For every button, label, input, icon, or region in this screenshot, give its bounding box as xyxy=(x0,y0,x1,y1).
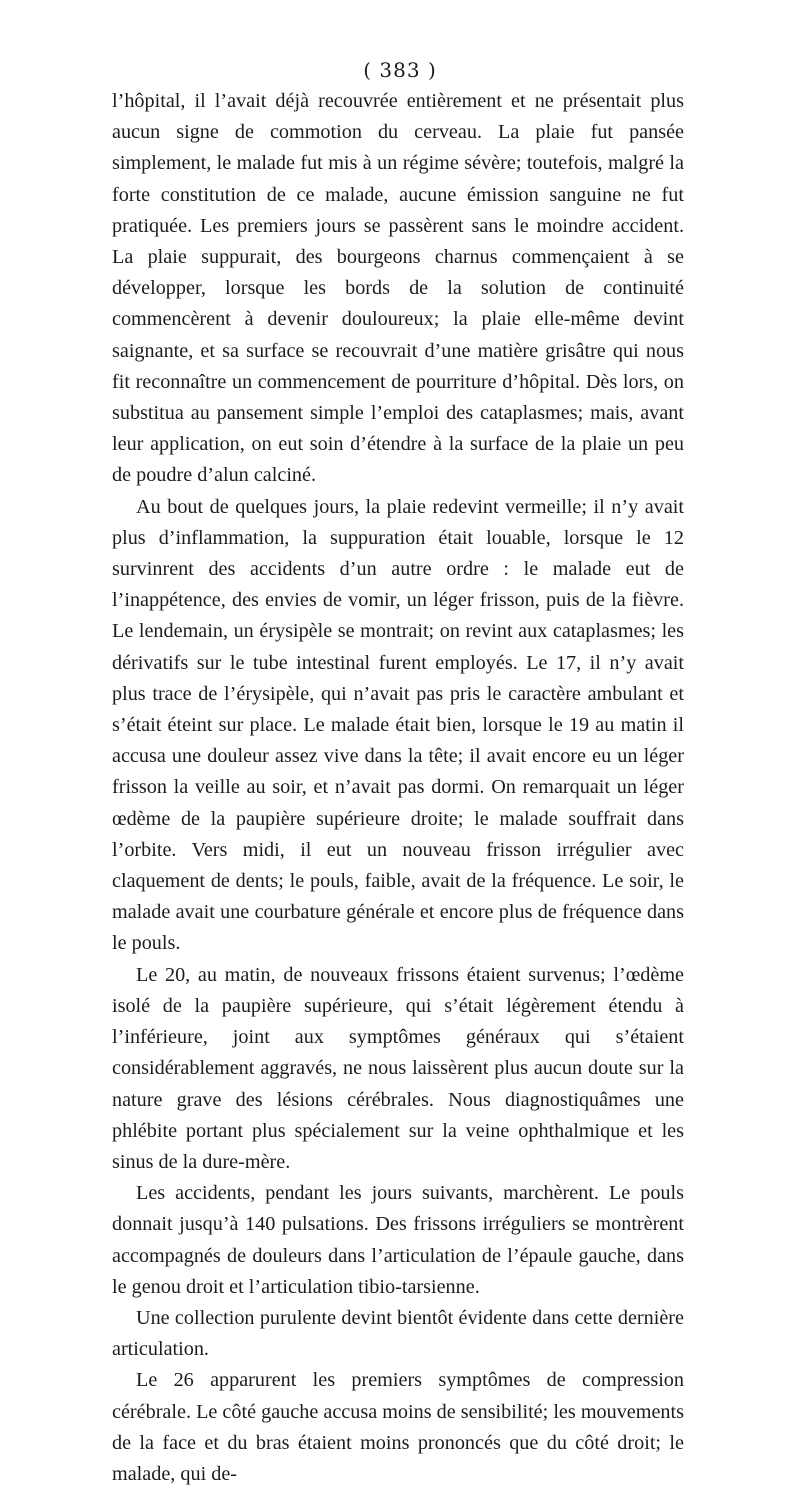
body-text xyxy=(112,86,684,1490)
paragraph-1: l’hôpital, il l’avait déjà recouvrée entièrement et ne présentait plus aucun signe de commotion du cerveau. La plaie fut pansée simplement, le malade fut mis à un régime sévère; toutefois, malgré la forte constitution de ce malade, aucune émission sanguine ne fut pratiquée. Les premiers jours se passèrent sans le moindre accident. La plaie suppurait, des bourgeons charnus commençaient à se développer, lorsque les bords de la solution de continuité commencèrent à devenir douloureux; la plaie elle-même devint saignante, et sa surface se recouvrait d’une matière grisâtre qui nous fit reconnaître un commencement de pourriture d’hôpital. Dès lors, on substitua au pansement simple l’emploi des cataplasmes; mais, avant leur application, on eut soin d’étendre à la surface de la plaie un peu de poudre d’alun calciné. xyxy=(112,90,684,487)
paragraph-2: Au bout de quelques jours, la plaie redevint vermeille; il n’y avait plus d’inflammation, la suppuration était louable, lorsque le 12 survinrent des accidents d’un autre ordre : le malade eut de l’inappétence, des envies de vomir, un léger frisson, puis de la fièvre. Le lendemain, un érysipèle se montrait; on revint aux cataplasmes; les dérivatifs sur le tube intestinal furent employés. Le 17, il n’y avait plus trace de l’érysipèle, qui n’avait pas pris le caractère ambulant et s’était éteint sur place. Le malade était bien, lorsque le 19 au matin il accusa une douleur assez vive dans la tête; il avait encore eu un léger frisson la veille au soir, et n’avait pas dormi. On remarquait un léger œdème de la paupière supérieure droite; le malade souffrait dans l’orbite. Vers midi, il eut un nouveau frisson irrégulier avec claquement de dents; le pouls, faible, avait de la fréquence. Le soir, le malade avait une courbature générale et encore plus de fréquence dans le pouls. xyxy=(112,495,684,955)
page-number: ( 383 ) xyxy=(363,58,437,82)
paragraph-4: Les accidents, pendant les jours suivants, marchèrent. Le pouls donnait jusqu’à 140 pulsations. Des frissons irréguliers se montrèrent accompagnés de douleurs dans l’articulation de l’épaule gauche, dans le genou droit et l’articulation tibio-tarsienne. xyxy=(112,1182,684,1298)
paragraph-3: Le 20, au matin, de nouveaux frissons étaient survenus; l’œdème isolé de la paupière supérieure, qui s’était légèrement étendu à l’inférieure, joint aux symptômes généraux qui s’étaient considérablement aggravés, ne nous laissèrent plus aucun doute sur la nature grave des lésions cérébrales. Nous diagnostiquâmes une phlébite portant plus spécialement sur la veine ophthalmique et les sinus de la dure-mère. xyxy=(112,963,684,1173)
paragraph-6: Le 26 apparurent les premiers symptômes de compression cérébrale. Le côté gauche accusa moins de sensibilité; les mouvements de la face et du bras étaient moins prononcés que du côté droit; le malade, qui de- xyxy=(112,1369,684,1485)
paragraph-5: Une collection purulente devint bientôt évidente dans cette dernière articulation. xyxy=(112,1306,684,1361)
